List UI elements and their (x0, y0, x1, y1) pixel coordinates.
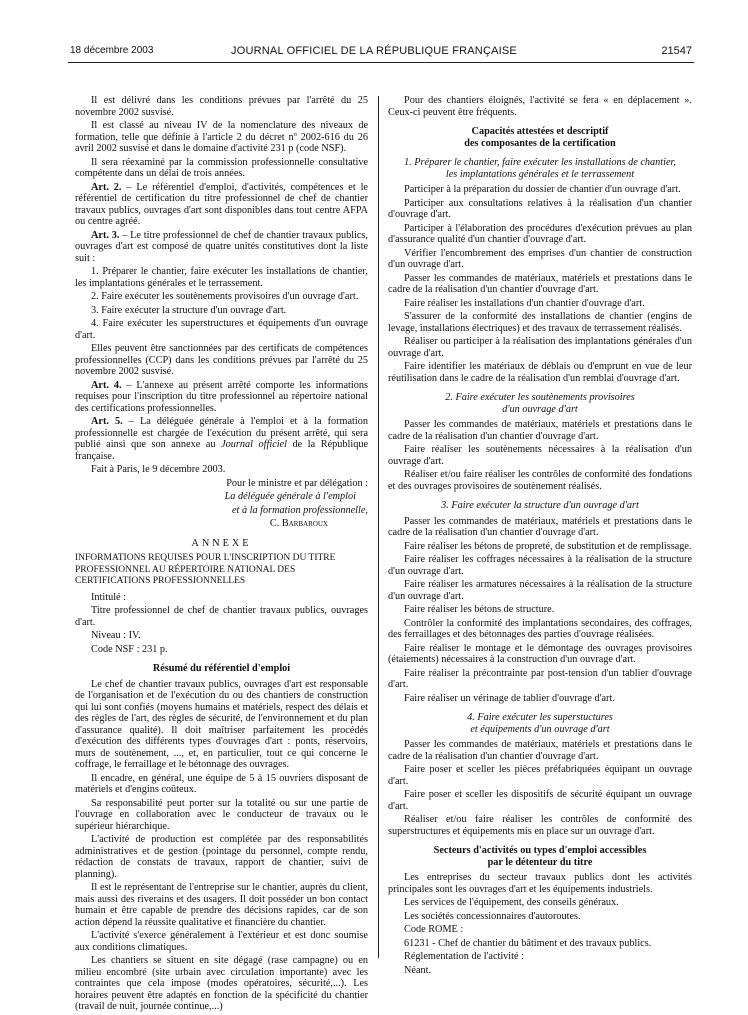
signature-line: La déléguée générale à l'emploi (224, 491, 356, 502)
paragraph: L'activité de production est complétée par des responsabilités administratives et de gestion (pointage du personnel, compte rendu, rédaction de constats de travaux, rapport de chantier, suivi de planning). (75, 834, 368, 880)
paragraph: Pour des chantiers éloignés, l'activité se fera « en déplacement ». Ceux-ci peuvent être fréquents. (388, 95, 692, 118)
field-value: 61231 - Chef de chantier du bâtiment et des travaux publics. (404, 937, 652, 949)
section-heading (388, 126, 692, 149)
list-item: Vérifier l'encombrement des emprises d'un chantier de construction d'un ouvrage d'art. (388, 247, 692, 270)
paragraph: Il est le représentant de l'entreprise sur le chantier, auprès du client, mais aussi des riverains et des usagers. Il doit posséder un bon contact humain et être capable de prendre des décisions rapides, car de son action dépend la réussite qualitative et financière du chantier. (75, 882, 368, 928)
subsection-heading (388, 392, 692, 415)
heading-line: par le détenteur du titre (487, 856, 593, 868)
article-5 (75, 416, 368, 462)
subsection-heading (388, 157, 692, 180)
list-item: Faire réaliser un vérinage de tablier d'ouvrage d'art. (404, 692, 615, 704)
paragraph: Il sera réexaminé par la commission professionnelle consultative compétente dans un délai de trois années. (75, 156, 368, 179)
signature-line: Pour le ministre et par délégation : (226, 477, 368, 489)
annexe-heading: ANNEXE (191, 537, 252, 549)
header-page-number: 21547 (661, 45, 692, 57)
field-label: Code ROME : (404, 924, 464, 935)
article-text: de la République française. (75, 439, 369, 462)
unit-item: 4. Faire exécuter les superstructures et équipements d'un ouvrage d'art. (75, 318, 368, 341)
subsection-4-items (388, 739, 692, 837)
list-item: Contrôler la conformité des implantations secondaires, des coffrages, des ferraillages et des bétonnages des parties d'ouvrage réalisées. (388, 617, 692, 640)
article-label: Art. 3. (91, 229, 120, 241)
heading-line: des composantes de la certification (464, 137, 616, 149)
unit-item: 3. Faire exécuter la structure d'un ouvrage d'art. (91, 304, 287, 316)
sectors-items (388, 872, 692, 922)
list-item: Faire réaliser les bétons de structure. (404, 604, 555, 615)
heading-line: Secteurs d'activités ou types d'emploi accessibles (433, 845, 647, 856)
article-text: – Le référentiel d'emploi, d'activités, compétences et le référentiel de certification du titre professionnel de chef de chantier travaux publics, ouvrages d'art sont disponibles dans tout centre AFPA ou centre agréé. (75, 181, 368, 227)
signatory-name: C. Barbaroux (269, 518, 328, 529)
paragraph: Il encadre, en général, une équipe de 5 à 15 ouvriers disposant de matériels et d'engins coûteux. (75, 772, 368, 795)
header-title: JOURNAL OFFICIEL DE LA RÉPUBLIQUE FRANÇAISE (231, 45, 517, 57)
paragraph: Elles peuvent être sanctionnées par des certificats de compétences professionnelles (CCP) dans les conditions prévues par l'arrêté du 25 novembre 2002 susvisé. (75, 343, 368, 377)
list-item: S'assurer de la conformité des installations de chantier (engins de levage, installations électriques) et des travaux de terrassement réalisés. (388, 311, 692, 334)
unit-item: 2. Faire exécuter les soutènements provisoires d'un ouvrage d'art. (91, 291, 359, 302)
subsection-2-items (388, 419, 692, 492)
heading-line: les implantations générales et le terrassement (445, 168, 635, 180)
list-item: Passer les commandes de matériaux, matériels et prestations dans le cadre de la réalisation d'un chantier d'ouvrage d'art. (388, 515, 692, 538)
list-item: Passer les commandes de matériaux, matériels et prestations dans le cadre de la réalisation d'un chantier d'ouvrage d'art. (388, 739, 692, 762)
section-heading: Résumé du référentiel d'emploi (152, 663, 291, 674)
list-item: Réaliser et/ou faire réaliser les contrôles de conformité des superstructures et équipements mis en place sur un ouvrage d'art. (388, 814, 692, 837)
field-value: Titre professionnel de chef de chantier travaux publics, ouvrages d'art. (75, 605, 368, 628)
list-item: Participer aux consultations relatives à la réalisation d'un chantier d'ouvrage d'art. (388, 197, 692, 220)
header-date: 18 décembre 2003 (70, 45, 154, 56)
heading-line: 2. Faire exécuter les soutènements provisoires (445, 392, 635, 403)
article-text: – La déléguée générale à l'emploi et à la formation professionnelle est chargée de l'exécution du présent arrêté, qui sera publié ainsi que son annexe au (75, 416, 368, 450)
list-item: Faire réaliser les bétons de propreté, de substitution et de remplissage. (404, 540, 692, 552)
list-item: Faire réaliser les armatures nécessaires à la réalisation de la structure d'un ouvrage d'art. (388, 579, 692, 602)
list-item: Passer les commandes de matériaux, matériels et prestations dans le cadre de la réalisation d'un chantier d'ouvrage d'art. (388, 272, 692, 295)
field-label: Intitulé : (91, 591, 127, 603)
section-heading (388, 845, 692, 868)
list-item: Les services de l'équipement, des conseils généraux. (404, 897, 619, 908)
field-value: Néant. (404, 964, 432, 976)
field-value: Niveau : IV. (91, 630, 141, 641)
heading-line: 4. Faire exécuter les superstuctures (467, 712, 613, 723)
field-label: Réglementation de l'activité : (404, 951, 524, 962)
list-item: Faire identifier les matériaux de déblais ou d'emprunt en vue de leur réutilisation dans le cadre de la réalisation d'un remblai d'ouvrage d'art. (388, 361, 692, 384)
article-label: Art. 2. (91, 181, 122, 193)
paragraph: Le chef de chantier travaux publics, ouvrages d'art est responsable de l'organisation et de l'exécution du ou des chantiers de construction qui lui sont confiés (moyens humains et matériels, respect des délais et des règles de l'art, des règles de sécurité, de l'environnement et du plan d'assurance qualité). Il doit maîtriser parfaitement les procédés d'exécution des différents types d'ouvrages d'art : ponts, réservoirs, murs de soutènement, ..., et, en particulier, tout ce qui concerne le coffrage, le ferraillage et le bétonnage des ouvrages. (75, 678, 368, 770)
subsection-1-items (388, 184, 692, 384)
list-item: Faire réaliser les installations d'un chantier d'ouvrage d'art. (404, 297, 645, 309)
column-divider (378, 96, 379, 958)
unit-item: 1. Préparer le chantier, faire exécuter les installations de chantier, les implantations générales et le terrassement. (75, 266, 368, 289)
list-item: Les sociétés concessionnaires d'autoroutes. (404, 910, 581, 922)
paragraph: Les chantiers se situent en site dégagé (rase campagne) ou en milieu encombré (site urbain avec circulation importante) avec les contraintes que cela impose (modes opératoires, sécurité,...). Les horaires peuvent être adaptés en fonction de la spécificité du chantier (travail de nuit, journée continue,...) (75, 955, 368, 1012)
list-item: Passer les commandes de matériaux, matériels et prestations dans le cadre de la réalisation d'un chantier d'ouvrage d'art. (388, 419, 692, 442)
paragraph: Il est délivré dans les conditions prévues par l'arrêté du 25 novembre 2002 susvisé. (75, 95, 368, 118)
subsection-heading (388, 500, 692, 512)
heading-line: 3. Faire exécuter la structure d'un ouvrage d'art (441, 500, 639, 511)
list-item: Faire poser et sceller les dispositifs de sécurité équipant un ouvrage d'art. (388, 789, 692, 812)
right-column (388, 95, 692, 978)
list-item: Faire réaliser les soutènements nécessaires à la réalisation d'un ouvrage d'art. (388, 444, 692, 467)
left-column (75, 95, 368, 1015)
list-item: Participer à la préparation du dossier de chantier d'un ouvrage d'art. (404, 184, 681, 195)
journal-title: Journal officiel (221, 439, 287, 450)
article-text: – L'annexe au présent arrêté comporte les informations requises pour l'inscription du titre professionnel au répertoire national des certifications professionnelles. (75, 379, 368, 414)
list-item: Faire réaliser la précontrainte par post-tension d'un tablier d'ouvrage d'art. (388, 667, 692, 690)
article-text: – Le titre professionnel de chef de chantier travaux publics, ouvrages d'art est composé de quatre unités constitutives dont la liste suit : (75, 229, 368, 264)
subsection-heading (388, 712, 692, 735)
list-item: Faire réaliser le montage et le démontage des ouvrages provisoires (étaiements) nécessaires à la construction d'un ouvrage d'art. (388, 642, 692, 665)
signature-line: et à la formation professionnelle, (232, 504, 368, 516)
list-item: Participer à l'élaboration des procédures d'exécution prévues au plan d'assurance qualité d'un chantier d'ouvrage d'art. (388, 222, 692, 245)
list-item: Faire poser et sceller les pièces préfabriquées équipant un ouvrage d'art. (388, 764, 692, 787)
heading-line: d'un ouvrage d'art (502, 403, 578, 415)
annexe-subheading: INFORMATIONS REQUISES POUR L'INSCRIPTION DU TITRE PROFESSIONNEL AU RÉPERTOIRE NATIONAL DES CERTIFICATIONS PROFESSIONNELLES (75, 553, 336, 586)
heading-line: Capacités attestées et descriptif (471, 126, 609, 137)
paragraph: Sa responsabilité peut porter sur la totalité ou sur une partie de l'ouvrage en collaboration avec le conducteur de travaux ou le supérieur hiérarchique. (75, 797, 368, 832)
article-label: Art. 5. (91, 416, 123, 427)
article-3 (75, 230, 368, 265)
heading-line: 1. Préparer le chantier, faire exécuter les installations de chantier, (404, 157, 676, 168)
list-item: Réaliser ou participer à la réalisation des implantations générales d'un ouvrage d'art. (388, 336, 692, 359)
list-item: Les entreprises du secteur travaux publics dont les activités principales sont les ouvrages d'art et les équipements industriels. (388, 872, 692, 895)
list-item: Réaliser et/ou faire réaliser les contrôles de conformité des fondations et des ouvrages provisoires de soutènement réalisés. (388, 469, 692, 492)
signature-date: Fait à Paris, le 9 décembre 2003. (91, 464, 226, 475)
heading-line: et équipements d'un ouvrage d'art (470, 723, 610, 735)
paragraph: Il est classé au niveau IV de la nomenclature des niveaux de formation, telle que définie à l'article 2 du décret nº 2002-616 du 26 avril 2002 susvisé et dans le domaine d'activité 231 p (code NSF). (75, 120, 368, 154)
header-rule (68, 62, 694, 63)
list-item: Faire réaliser les coffrages nécessaires à la réalisation de la structure d'un ouvrage d'art. (388, 554, 692, 577)
article-2 (75, 182, 368, 228)
article-label: Art. 4. (91, 379, 122, 391)
field-value: Code NSF : 231 p. (91, 643, 168, 655)
subsection-3-items (388, 516, 692, 705)
article-4 (75, 380, 368, 415)
paragraph: L'activité s'exerce généralement à l'extérieur et est donc soumise aux conditions climatiques. (75, 930, 368, 953)
